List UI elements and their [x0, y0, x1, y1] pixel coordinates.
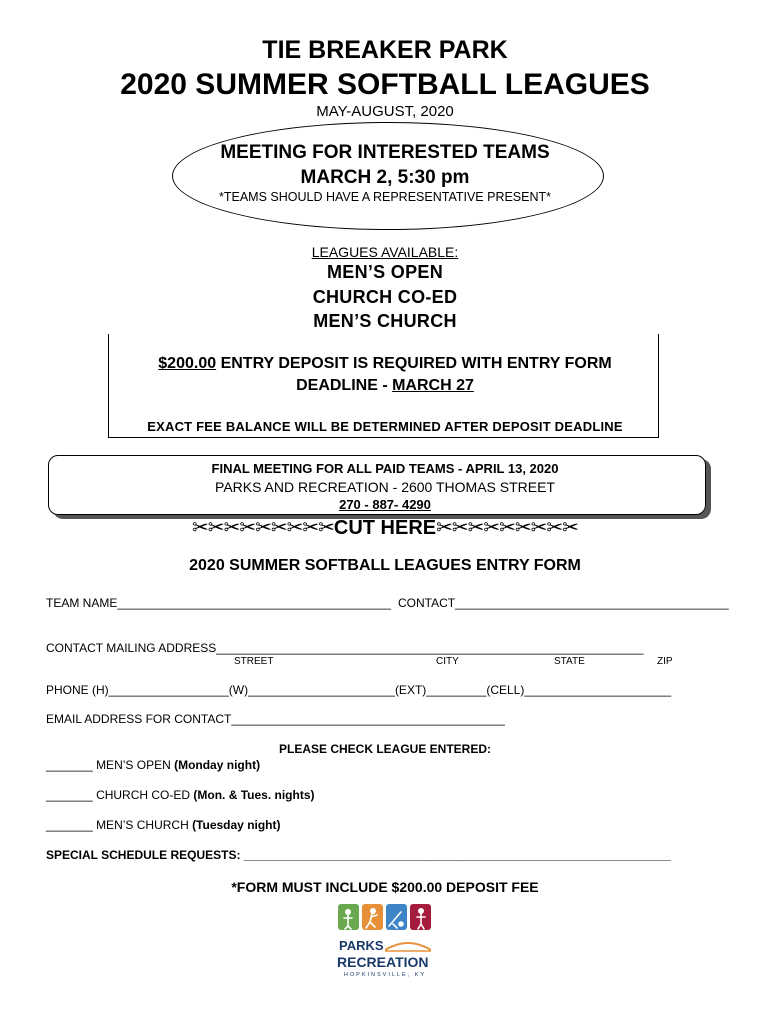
- leagues-label: LEAGUES AVAILABLE:: [311, 244, 459, 260]
- meeting-heading: MEETING FOR INTERESTED TEAMS: [220, 142, 550, 163]
- deposit-fee-notice: *FORM MUST INCLUDE $200.00 DEPOSIT FEE: [231, 879, 539, 895]
- option-detail: (Tuesday night): [192, 818, 281, 832]
- mailing-address-field[interactable]: CONTACT MAILING ADDRESS________________________________________________________________: [46, 641, 644, 655]
- option-church-coed[interactable]: [46, 788, 315, 802]
- scissors-icon: ✂✂✂✂✂✂✂✂✂: [192, 517, 334, 539]
- meeting-note: *TEAMS SHOULD HAVE A REPRESENTATIVE PRESENT*: [218, 190, 552, 204]
- fee-balance-note: EXACT FEE BALANCE WILL BE DETERMINED AFTER DEPOSIT DEADLINE: [147, 419, 623, 434]
- option-blank[interactable]: _______: [46, 788, 97, 802]
- cut-here-label: CUT HERE: [333, 517, 437, 539]
- deposit-requirement: [0, 355, 770, 373]
- option-mens-open[interactable]: [46, 758, 260, 772]
- entry-form-title: 2020 SUMMER SOFTBALL LEAGUES ENTRY FORM: [189, 557, 581, 574]
- street-label: STREET: [234, 656, 274, 667]
- option-mens-church[interactable]: [46, 818, 281, 832]
- city-label: CITY: [436, 656, 459, 667]
- team-name-field[interactable]: TEAM NAME_________________________________________: [46, 596, 391, 610]
- option-detail: (Mon. & Tues. nights): [193, 788, 315, 802]
- zip-label: ZIP: [657, 656, 673, 667]
- deposit-deadline: [0, 377, 770, 395]
- email-field[interactable]: EMAIL ADDRESS FOR CONTACT_________________________________________: [46, 712, 505, 726]
- option-name: CHURCH CO-ED: [96, 788, 194, 802]
- logo-word-recreation: RECREATION: [337, 954, 429, 970]
- option-blank[interactable]: _______: [46, 758, 97, 772]
- meeting-date: MARCH 2, 5:30 pm: [300, 167, 470, 188]
- season-dates: MAY-AUGUST, 2020: [316, 103, 454, 120]
- parks-recreation-logo: [335, 902, 435, 1002]
- logo-figures-icon: [335, 904, 435, 932]
- final-meeting-address: PARKS AND RECREATION - 2600 THOMAS STREET: [215, 479, 555, 495]
- option-name: MEN’S OPEN: [96, 758, 175, 772]
- option-detail: (Monday night): [174, 758, 261, 772]
- check-league-label: PLEASE CHECK LEAGUE ENTERED:: [278, 742, 492, 756]
- cut-here-row: [0, 515, 770, 540]
- option-blank[interactable]: _______: [46, 818, 97, 832]
- deadline-label: DEADLINE -: [296, 377, 393, 394]
- deposit-amount: $200.00: [158, 355, 217, 372]
- page-title: TIE BREAKER PARK: [262, 36, 508, 64]
- deposit-text: ENTRY DEPOSIT IS REQUIRED WITH ENTRY FORM: [216, 355, 612, 372]
- page-subtitle: 2020 SUMMER SOFTBALL LEAGUES: [120, 68, 650, 101]
- final-meeting-heading: FINAL MEETING FOR ALL PAID TEAMS - APRIL 13, 2020: [211, 461, 559, 476]
- phone-field[interactable]: PHONE (H)__________________(W)______________________(EXT)_________(CELL)______________________: [46, 683, 672, 697]
- league-mens-church: MEN’S CHURCH: [313, 311, 457, 331]
- league-mens-open: MEN’S OPEN: [326, 262, 444, 282]
- contact-field[interactable]: CONTACT_________________________________________: [398, 596, 729, 610]
- state-label: STATE: [554, 656, 585, 667]
- logo-word-parks: PARKS: [339, 938, 384, 953]
- scissors-icon: ✂✂✂✂✂✂✂✂✂: [436, 517, 578, 539]
- logo-bridge-icon: [385, 940, 431, 952]
- league-church-coed: CHURCH CO-ED: [312, 287, 458, 307]
- special-requests-field[interactable]: SPECIAL SCHEDULE REQUESTS: ________________________________________________________________: [46, 848, 671, 862]
- logo-city: HOPKINSVILLE, KY: [343, 972, 427, 978]
- option-name: MEN’S CHURCH: [96, 818, 193, 832]
- final-meeting-phone: 270 - 887- 4290: [339, 497, 431, 512]
- deadline-date: MARCH 27: [392, 377, 474, 394]
